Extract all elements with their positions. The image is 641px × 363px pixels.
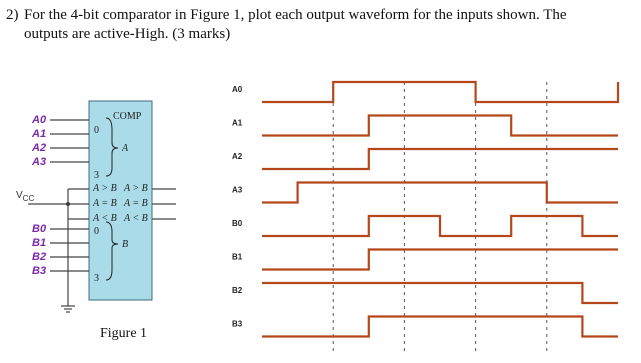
waveform-b0 [262,216,618,236]
signal-label-b0: B0 [232,219,243,228]
output-gt-label: A > B [124,183,148,194]
signal-label-a2: A2 [232,152,243,161]
signal-label-b3: B3 [232,319,243,329]
waveform-a0 [262,82,618,102]
pin-label-b2: B2 [32,251,47,263]
input-lt-label: A < B [93,213,117,224]
figure-caption: Figure 1 [100,326,148,341]
output-eq-label: A = B [124,198,148,209]
pin-label-b3: B3 [32,265,47,277]
a-bus-label: A [122,143,129,154]
waveform-a3 [262,183,618,203]
pin-label-a3: A3 [32,156,47,168]
chip-title: COMP [113,111,142,122]
pin-label-a1: A1 [32,128,47,140]
output-lt-label: A < B [124,213,148,224]
waveform-b3 [262,317,618,337]
waveform-group [232,82,618,337]
output-leads [152,189,176,219]
waveform-a2 [262,149,618,169]
b-bus-label: B [122,239,129,250]
cascade-wiring [16,189,89,312]
input-gt-label: A > B [93,183,117,194]
pin-label-b1: B1 [32,237,47,249]
waveform-a1 [262,116,618,136]
pin-label-a0: A0 [32,114,47,126]
signal-label-b2: B2 [232,286,243,295]
question-number: 2) [6,7,19,23]
waveform-b1 [262,250,618,270]
a-range-high: 3 [94,170,99,181]
b-range-high: 3 [94,273,99,284]
signal-label-a1: A1 [232,118,243,128]
input-pins [31,114,89,277]
signal-label-b1: B1 [232,252,243,262]
comparator-chip [89,101,152,300]
pin-label-b0: B0 [32,223,47,235]
waveform-b2 [262,283,618,303]
ground-icon [61,306,75,312]
pin-label-a2: A2 [32,142,47,154]
question-line-2: outputs are active-High. (3 marks) [24,26,231,42]
signal-label-a3: A3 [232,185,243,195]
vcc-label: $V_{CC}$ [16,190,35,203]
question-line-1: For the 4-bit comparator in Figure 1, plot each output waveform for the inputs shown. The [24,7,567,23]
input-eq-label: A = B [93,198,117,209]
a-range-low: 0 [94,125,99,136]
signal-label-a0: A0 [232,85,243,94]
b-range-low: 0 [94,226,99,237]
